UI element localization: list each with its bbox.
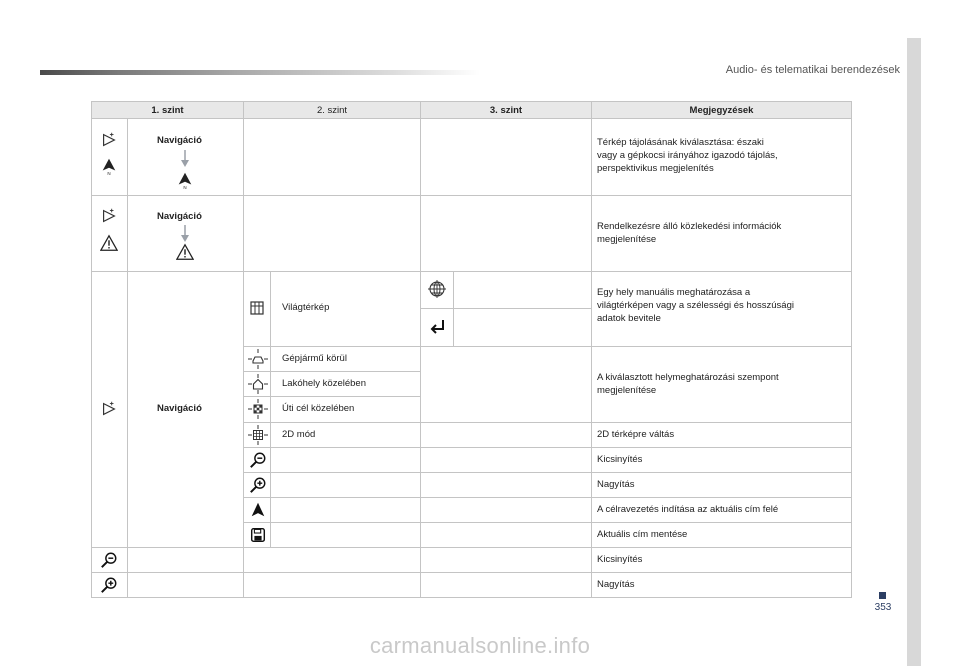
- guide-label-cell: [270, 497, 421, 523]
- globe-text-cell: [453, 271, 592, 309]
- zoomout-l2-level3-cell: [420, 447, 592, 473]
- crosshair-car-icon[interactable]: [248, 349, 268, 369]
- note-line: megjelenítése: [597, 385, 657, 396]
- header-gradient-line: [40, 70, 480, 75]
- warning-triangle-icon[interactable]: [100, 234, 118, 252]
- header-level-2: 2. szint: [243, 101, 421, 119]
- row-orientation-level2-cell: [243, 118, 421, 196]
- zoom-in-note: Nagyítás: [597, 579, 635, 590]
- header-notes: Megjegyzések: [591, 101, 852, 119]
- zoomout-l1-level2-cell: [243, 547, 421, 573]
- section-title: Audio- és telematikai berendezések: [725, 64, 900, 76]
- page-marker: [879, 592, 886, 599]
- note-line: Térkép tájolásának kiválasztása: északi: [597, 137, 764, 148]
- around-vehicle-label: Gépjármű körül: [282, 353, 347, 364]
- world-map-label: Világtérkép: [282, 302, 330, 313]
- save-note: Aktuális cím mentése: [597, 529, 688, 540]
- note-line: adatok bevitele: [597, 313, 661, 324]
- zoomin-l1-level2-cell: [243, 572, 421, 598]
- globe-icon[interactable]: [427, 279, 447, 299]
- save-icon[interactable]: [249, 526, 267, 544]
- crosshair-flag-icon[interactable]: [248, 399, 268, 419]
- north-arrow-icon[interactable]: [176, 170, 194, 190]
- note-line: Egy hely manuális meghatározása a: [597, 287, 751, 298]
- mode2d-level3-cell: [420, 422, 592, 448]
- note-line: perspektivikus megjelenítés: [597, 163, 714, 174]
- zoomin-l1-level1-cell: [127, 572, 244, 598]
- map-settings-icon[interactable]: [100, 131, 118, 149]
- mode-2d-label: 2D mód: [282, 429, 316, 440]
- right-edge-bar: [907, 38, 921, 666]
- enter-text-cell: [453, 308, 592, 347]
- zoom-out-note: Kicsinyítés: [597, 454, 643, 465]
- row-traffic-level2-cell: [243, 195, 421, 272]
- north-arrow-icon[interactable]: [100, 156, 118, 176]
- traffic-navigation-label: Navigáció: [157, 211, 202, 222]
- note-line: vagy a gépkocsi irányához igazodó tájolás,: [597, 150, 778, 161]
- zoomin-l2-level3-cell: [420, 472, 592, 498]
- traffic-note: [597, 220, 847, 246]
- crosshair-grid-icon[interactable]: [248, 425, 268, 445]
- orientation-note: [597, 136, 847, 175]
- zoomout-l1-level3-cell: [420, 547, 592, 573]
- save-level3-cell: [420, 522, 592, 548]
- row-orientation-level3-cell: [420, 118, 592, 196]
- zoom-in-note: Nagyítás: [597, 479, 635, 490]
- enter-arrow-icon[interactable]: [428, 317, 448, 337]
- zoom-in-icon[interactable]: [100, 576, 118, 594]
- map-settings-icon[interactable]: [100, 400, 118, 418]
- zoom-out-icon[interactable]: [100, 551, 118, 569]
- down-arrow-icon: [180, 150, 190, 168]
- zoom-out-icon[interactable]: [249, 451, 267, 469]
- note-line: megjelenítése: [597, 234, 657, 245]
- watermark: carmanualsonline.info: [369, 633, 591, 658]
- map-navigation-label: Navigáció: [157, 403, 202, 414]
- map-settings-icon[interactable]: [100, 207, 118, 225]
- zoomin-l2-label-cell: [270, 472, 421, 498]
- zoomout-l1-level1-cell: [127, 547, 244, 573]
- world-map-icon[interactable]: [249, 300, 265, 316]
- zoomout-l2-label-cell: [270, 447, 421, 473]
- guide-level3-cell: [420, 497, 592, 523]
- zoom-in-icon[interactable]: [249, 476, 267, 494]
- navigate-arrow-icon[interactable]: [249, 501, 267, 519]
- save-label-cell: [270, 522, 421, 548]
- orientation-navigation-label: Navigáció: [157, 135, 202, 146]
- near-destination-label: Úti cél közelében: [282, 403, 355, 414]
- menu-table: [91, 101, 852, 598]
- header-level-3: 3. szint: [420, 101, 592, 119]
- mode-2d-note: 2D térképre váltás: [597, 429, 675, 440]
- zoom-out-note: Kicsinyítés: [597, 554, 643, 565]
- note-line: A kiválasztott helymeghatározási szempont: [597, 372, 779, 383]
- header-level-1: 1. szint: [91, 101, 244, 119]
- note-line: világtérképen vagy a szélességi és hosszúsági: [597, 300, 794, 311]
- center-level3-cell: [420, 346, 592, 423]
- note-line: Rendelkezésre álló közlekedési információk: [597, 221, 782, 232]
- page-number: 353: [874, 602, 892, 613]
- guide-note: A célravezetés indítása az aktuális cím felé: [597, 504, 779, 515]
- down-arrow-icon: [180, 225, 190, 243]
- center-note: [597, 371, 847, 397]
- crosshair-home-icon[interactable]: [248, 374, 268, 394]
- zoomin-l1-level3-cell: [420, 572, 592, 598]
- warning-triangle-icon[interactable]: [176, 243, 194, 261]
- row-traffic-level3-cell: [420, 195, 592, 272]
- near-home-label: Lakóhely közelében: [282, 378, 366, 389]
- worldmap-note: [597, 286, 847, 325]
